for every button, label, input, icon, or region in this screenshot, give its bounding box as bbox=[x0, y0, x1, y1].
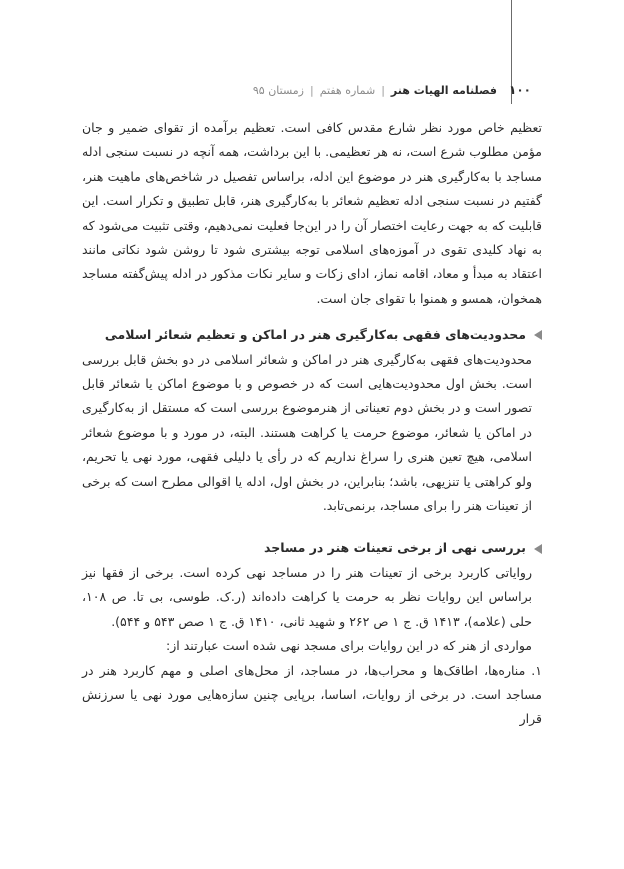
section2-paragraph-1: روایاتی کاربرد برخی از تعینات هنر را در مساجد نهی کرده است. برخی از فقها نیز براساس این روایات نظر به حرمت یا کراهت داده‌اند (ر.ک. طوسی، بی تا. ص ۱۰۸، حلی (علامه)، ۱۴۱۳ ق. ج ۱ ص ۲۶۲ و شهید ثانی، ۱۴۱۰ ق. ج ۱ صص ۵۴۳ و ۵۴۴). bbox=[82, 564, 532, 629]
triangle-bullet-icon bbox=[534, 330, 542, 340]
section-heading bbox=[82, 323, 542, 347]
page-body bbox=[82, 116, 542, 732]
journal-name: فصلنامه الهیات هنر bbox=[390, 84, 498, 97]
triangle-bullet-icon bbox=[534, 544, 542, 554]
issue-number: شماره هفتم bbox=[319, 84, 376, 97]
header-separator: | bbox=[381, 84, 385, 97]
intro-paragraph: تعظیم خاص مورد نظر شارع مقدس کافی است. تعظیم برآمده از تقوای ضمیر و جان مؤمن مطلوب شرع است، نه هر تعظیمی. با این برداشت، همه آنچه در نسبت سنجی ادله مساجد با به‌کارگیری هنر در موضوع این ادله، براساس تفصیل در شاخص‌های ماهیت هنر، گفتیم در نسبت سنجی ادله تعظیم شعائر با به‌کارگیری هنر، قابل تطبیق و تکرار است. این قابلیت که به جهت رعایت اختصار آن را در این‌جا فعلیت نمی‌دهیم، وقتی تثبیت می‌شود که به نهاد کلیدی تقوی در آموزه‌های اسلامی توجه بیشتری شود تا روشن شود نکاتی مانند اعتقاد به مبدأ و معاد، اقامه نماز، ادای زکات و سایر نکات مذکور در ادله پیش‌گفته مساجد همخوان، همسو و همنوا با تقوای جان است. bbox=[82, 120, 542, 306]
running-header bbox=[253, 83, 531, 97]
page-number: ۱۰۰ bbox=[509, 83, 531, 97]
header-separator: | bbox=[309, 84, 314, 97]
issue-season: زمستان ۹۵ bbox=[252, 84, 304, 97]
section2-paragraph-3: ۱. مناره‌ها، اطاقک‌ها و محراب‌ها، در مساجد، از محل‌های اصلی و مهم کاربرد هنر در مساجد است. در برخی از روایات، اساسا، برپایی چنین سازه‌هایی مورد نهی یا سرزنش قرار bbox=[82, 662, 542, 727]
section1-paragraph: محدودیت‌های فقهی به‌کارگیری هنر در اماکن و شعائر اسلامی در دو بخش قابل بررسی است. بخش اول محدودیت‌هایی است که در خصوص و با موضوع اماکن یا شعائر قابل تصور است و در بخش دوم تعیناتی از هنرموضوع بررسی است که مستقل از به‌کارگیری در اماکن یا شعائر، موضوع حرمت یا کراهت هستند. البته، در مورد و با موضوع شعائر اسلامی، هیچ تعین هنری را سراغ نداریم که در رأی یا دلیلی فقهی، مورد نهی یا تحریم، ولو کراهتی یا تنزیهی، باشد؛ بنابراین، در بخش اول، ادله یا اقوالی مطرح است که برخی از تعینات هنر را برای مساجد، برنمی‌تابد. bbox=[82, 351, 532, 514]
section-heading bbox=[82, 536, 542, 560]
section2-heading-text: بررسی نهی از برخی تعینات هنر در مساجد bbox=[263, 540, 526, 556]
section2-paragraph-2: مواردی از هنر که در این روایات برای مسجد نهی شده است عبارتند از: bbox=[166, 638, 532, 654]
section1-heading-text: محدودیت‌های فقهی به‌کارگیری هنر در اماکن و تعظیم شعائر اسلامی bbox=[104, 327, 526, 343]
